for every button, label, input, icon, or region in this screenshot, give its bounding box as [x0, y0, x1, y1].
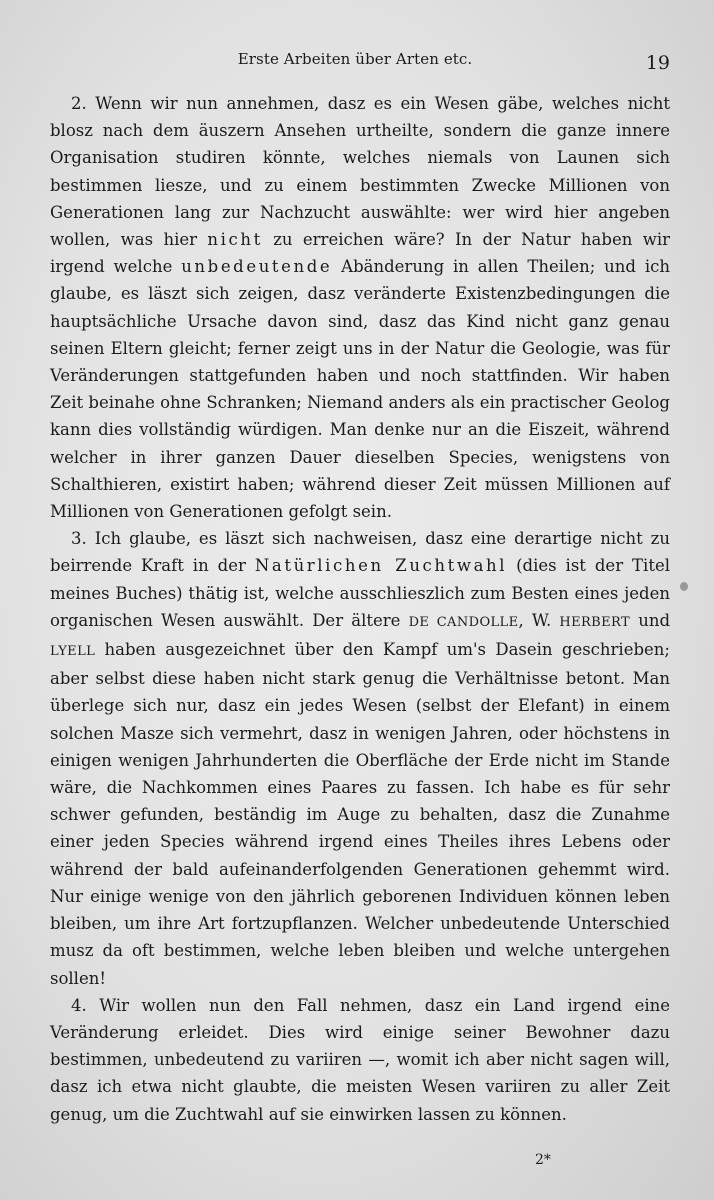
text-segment: und — [630, 610, 671, 630]
page-body — [50, 90, 670, 1128]
author-name-smallcaps: HERBERT — [559, 614, 631, 630]
text-segment: 2. Wenn wir nun annehmen, dasz es ein Wesen gäbe, welches nicht blosz nach dem äuszern Ansehen urtheilte, sondern die ganze innere Organisation studiren könnte, welches niemals von Launen sich bestimmen liesze, und zu einem bestimmten Zwecke Millionen von Generationen lang zur Nachzucht auswählte: wer wird hier angeben wollen, was hier — [50, 94, 670, 250]
text-segment: Abänderung in allen Theilen; und ich glaube, es läszt sich zeigen, dasz veränderte Existenzbedingungen die hauptsächliche Ursache davon sind, dasz das Kind nicht ganz genau seinen Eltern gleicht; ferner zeigt uns in der Natur die Geologie, was für Veränderungen stattgefunden haben und noch stattfinden. Wir haben Zeit beinahe ohne Schranken; Niemand anders als ein practischer Geolog kann dies vollständig würdigen. Man denke nur an die Eiszeit, während welcher in ihrer ganzen Dauer dieselben Species, wenigstens von Schalthieren, existirt haben; während dieser Zeit müssen Millionen auf Millionen von Generationen gefolgt sein. — [50, 257, 670, 522]
page-header — [40, 50, 670, 78]
author-name-smallcaps: LYELL — [50, 644, 96, 660]
ink-spot — [680, 582, 688, 591]
text-segment: (dies ist der Titel meines Buches) thätig ist, welche ausschlieszlich zum Besten eines jeden organischen Wesen auswählt. Der ältere — [50, 556, 671, 630]
emphasis-spaced: Natürlichen Zuchtwahl — [254, 556, 508, 576]
text-segment: 4. Wir wollen nun den Fall nehmen, dasz ein Land irgend eine Veränderung erleidet. Dies wird einige seiner Bewohner dazu bestimmen, unbedeutend zu variiren —, womit ich aber nicht sagen will, dasz ich etwa nicht glaubte, die meisten Wesen variiren zu aller Zeit genug, um die Zuchtwahl auf sie einwirken lassen zu können. — [50, 995, 670, 1124]
paragraph-3 — [50, 525, 670, 991]
page-number: 19 — [645, 52, 670, 74]
emphasis-spaced: nicht — [207, 230, 263, 250]
text-segment: , W. — [518, 610, 560, 630]
paragraph-2 — [50, 90, 670, 525]
running-title: Erste Arbeiten über Arten etc. — [237, 50, 473, 68]
paragraph-4 — [50, 992, 670, 1128]
signature-mark: 2* — [535, 1152, 551, 1168]
text-segment: 3. Ich glaube, es läszt sich nachweisen, dasz eine derartige nicht zu beirrende Kraft in der — [50, 529, 670, 576]
text-segment: haben ausgezeichnet über den Kampf um's Dasein geschrieben; aber selbst diese haben nicht stark genug die Verhältnisse betont. Man überlege sich nur, dasz ein jedes Wesen (selbst der Elefant) in einem solchen Masze sich vermehrt, dasz in wenigen Jahren, oder höchstens in einigen wenigen Jahrhunderten die Oberfläche der Erde nicht im Stande wäre, die Nachkommen eines Paares zu fassen. Ich habe es für sehr schwer gefunden, beständig im Auge zu behalten, dasz die Zunahme einer jeden Species während irgend eines Theiles ihres Lebens oder während der bald aufeinanderfolgenden Generationen gehemmt wird. Nur einige wenige von den jährlich geborenen Individuen können leben bleiben, um ihre Art fortzupflanzen. Welcher unbedeutende Unterschied musz da oft bestimmen, welche leben bleiben und welche untergehen sollen! — [50, 640, 670, 988]
text-segment: zu erreichen wäre? In der Natur haben wir irgend welche — [50, 230, 671, 277]
emphasis-spaced: unbedeutende — [181, 257, 333, 277]
author-name-smallcaps: DE CANDOLLE — [408, 614, 519, 630]
